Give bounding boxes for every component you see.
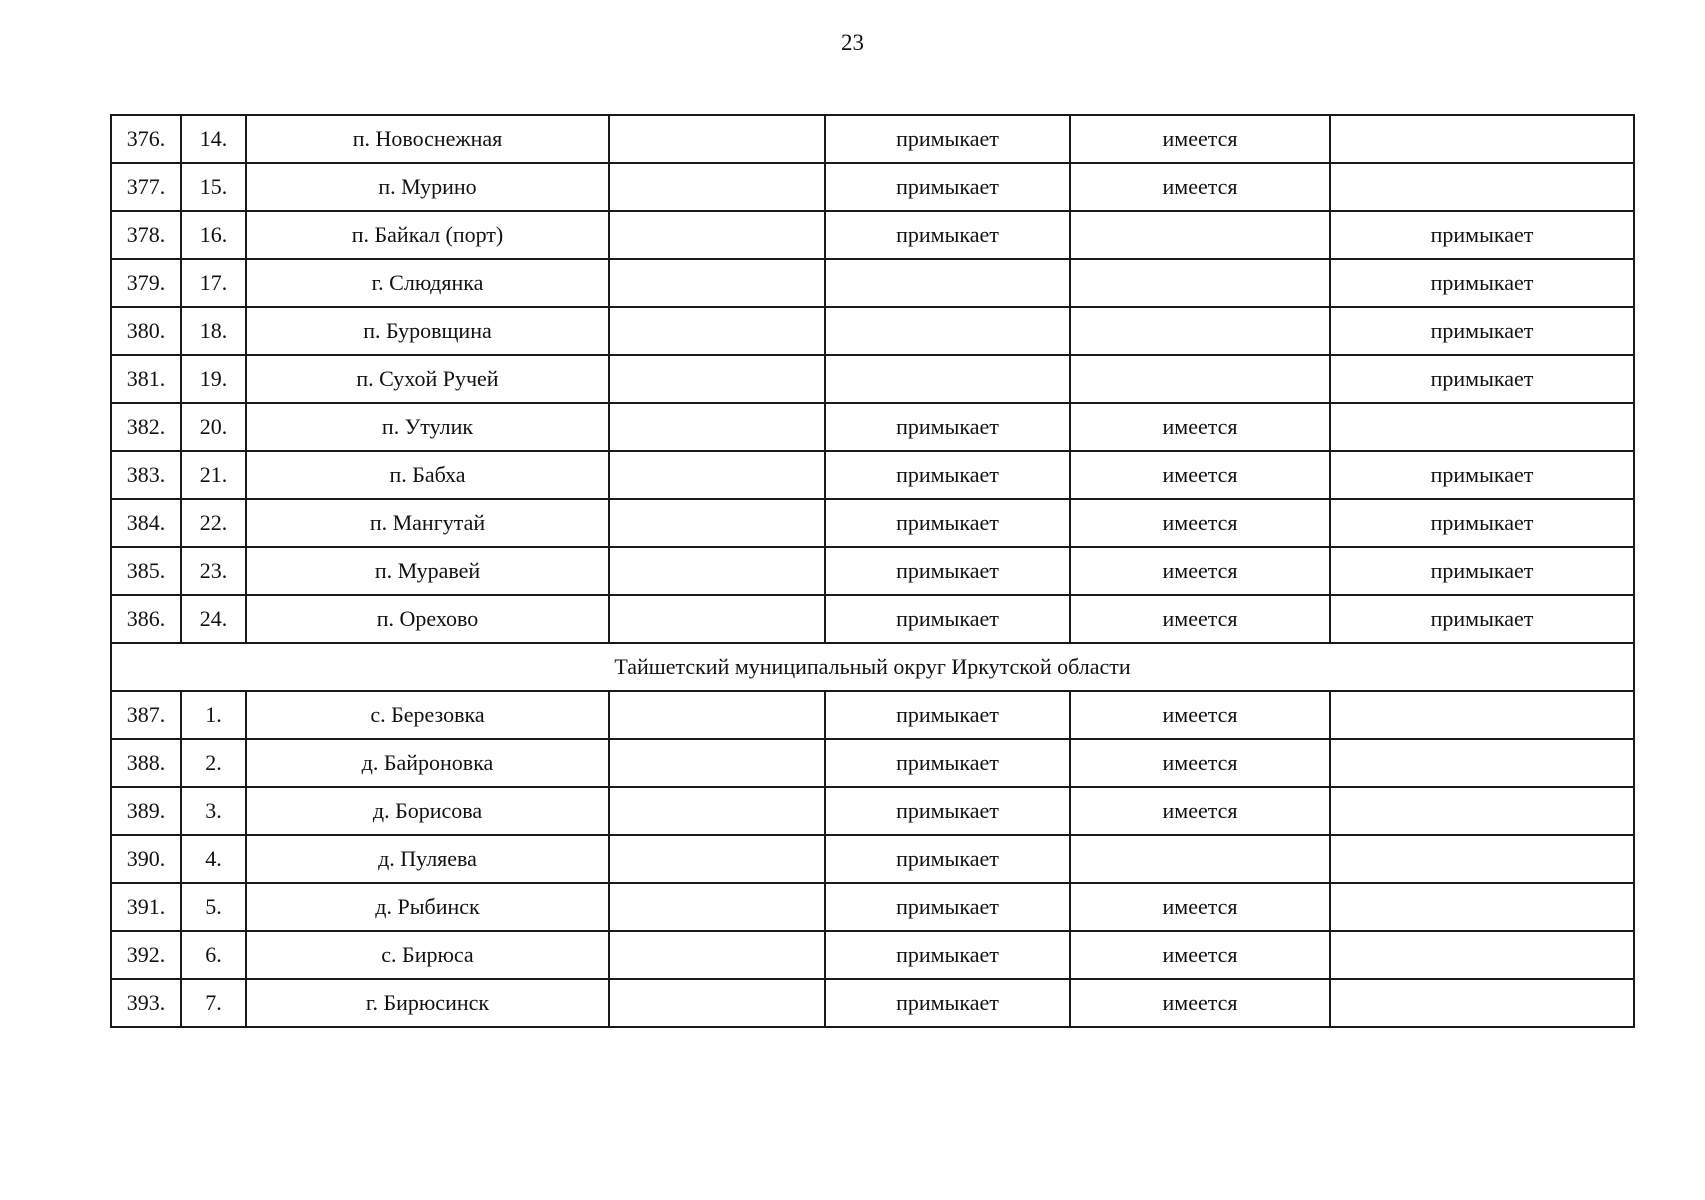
sub-number-cell: 23. [181,547,246,595]
column-6-cell [1070,835,1330,883]
settlement-name-cell: д. Рыбинск [246,883,609,931]
table-row [111,931,1634,979]
column-7-cell: примыкает [1330,211,1634,259]
settlement-name-cell: п. Мурино [246,163,609,211]
column-4-cell [609,499,825,547]
table-row [111,355,1634,403]
sub-number-cell: 19. [181,355,246,403]
column-4-cell [609,547,825,595]
row-number-cell: 383. [111,451,181,499]
column-6-cell: имеется [1070,931,1330,979]
column-4-cell [609,355,825,403]
table-row [111,691,1634,739]
column-4-cell [609,451,825,499]
column-7-cell [1330,883,1634,931]
sub-number-cell: 3. [181,787,246,835]
column-7-cell: примыкает [1330,259,1634,307]
column-4-cell [609,691,825,739]
page-number: 23 [841,30,864,55]
row-number-cell: 384. [111,499,181,547]
row-number-cell: 377. [111,163,181,211]
settlement-name-cell: д. Байроновка [246,739,609,787]
column-5-cell: примыкает [825,787,1070,835]
settlement-name-cell: п. Орехово [246,595,609,643]
settlements-table [110,114,1635,1028]
settlement-name-cell: п. Муравей [246,547,609,595]
settlement-name-cell: п. Байкал (порт) [246,211,609,259]
column-6-cell [1070,355,1330,403]
column-4-cell [609,787,825,835]
column-5-cell: примыкает [825,883,1070,931]
column-6-cell: имеется [1070,451,1330,499]
sub-number-cell: 20. [181,403,246,451]
row-number-cell: 378. [111,211,181,259]
column-7-cell: примыкает [1330,595,1634,643]
row-number-cell: 388. [111,739,181,787]
sub-number-cell: 15. [181,163,246,211]
column-6-cell: имеется [1070,739,1330,787]
section-title: Тайшетский муниципальный округ Иркутской области [111,643,1634,691]
column-4-cell [609,259,825,307]
column-7-cell: примыкает [1330,307,1634,355]
table-row [111,163,1634,211]
row-number-cell: 391. [111,883,181,931]
column-7-cell: примыкает [1330,355,1634,403]
row-number-cell: 385. [111,547,181,595]
column-6-cell [1070,307,1330,355]
column-6-cell [1070,259,1330,307]
sub-number-cell: 2. [181,739,246,787]
column-5-cell: примыкает [825,979,1070,1027]
column-4-cell [609,211,825,259]
column-7-cell [1330,739,1634,787]
settlement-name-cell: п. Утулик [246,403,609,451]
column-7-cell [1330,787,1634,835]
column-6-cell: имеется [1070,595,1330,643]
sub-number-cell: 18. [181,307,246,355]
column-6-cell: имеется [1070,787,1330,835]
row-number-cell: 386. [111,595,181,643]
table-row [111,547,1634,595]
table-row [111,211,1634,259]
row-number-cell: 380. [111,307,181,355]
table-row [111,451,1634,499]
column-4-cell [609,739,825,787]
row-number-cell: 392. [111,931,181,979]
column-4-cell [609,163,825,211]
table-row [111,259,1634,307]
table-row [111,115,1634,163]
settlement-name-cell: п. Буровщина [246,307,609,355]
column-5-cell: примыкает [825,451,1070,499]
row-number-cell: 381. [111,355,181,403]
column-6-cell: имеется [1070,499,1330,547]
column-4-cell [609,931,825,979]
sub-number-cell: 17. [181,259,246,307]
column-7-cell: примыкает [1330,499,1634,547]
column-7-cell [1330,931,1634,979]
settlement-name-cell: д. Борисова [246,787,609,835]
sub-number-cell: 16. [181,211,246,259]
row-number-cell: 379. [111,259,181,307]
column-5-cell: примыкает [825,115,1070,163]
table-row [111,403,1634,451]
column-4-cell [609,403,825,451]
column-5-cell [825,307,1070,355]
table-row [111,595,1634,643]
sub-number-cell: 24. [181,595,246,643]
column-4-cell [609,835,825,883]
column-6-cell: имеется [1070,883,1330,931]
column-5-cell: примыкает [825,163,1070,211]
column-5-cell: примыкает [825,691,1070,739]
table-row [111,835,1634,883]
column-7-cell [1330,691,1634,739]
sub-number-cell: 14. [181,115,246,163]
row-number-cell: 387. [111,691,181,739]
column-5-cell [825,259,1070,307]
settlement-name-cell: п. Сухой Ручей [246,355,609,403]
section-header-row [111,643,1634,691]
column-5-cell: примыкает [825,739,1070,787]
table-row [111,883,1634,931]
column-7-cell [1330,835,1634,883]
column-5-cell: примыкает [825,595,1070,643]
table-row [111,979,1634,1027]
column-7-cell: примыкает [1330,547,1634,595]
table-row [111,499,1634,547]
row-number-cell: 389. [111,787,181,835]
column-5-cell: примыкает [825,211,1070,259]
row-number-cell: 393. [111,979,181,1027]
column-4-cell [609,307,825,355]
settlement-name-cell: с. Березовка [246,691,609,739]
column-6-cell: имеется [1070,979,1330,1027]
sub-number-cell: 4. [181,835,246,883]
column-5-cell [825,355,1070,403]
settlement-name-cell: п. Новоснежная [246,115,609,163]
column-6-cell: имеется [1070,547,1330,595]
sub-number-cell: 22. [181,499,246,547]
column-6-cell: имеется [1070,163,1330,211]
settlement-name-cell: п. Мангутай [246,499,609,547]
sub-number-cell: 1. [181,691,246,739]
sub-number-cell: 6. [181,931,246,979]
column-7-cell [1330,979,1634,1027]
column-6-cell: имеется [1070,403,1330,451]
column-5-cell: примыкает [825,547,1070,595]
column-6-cell: имеется [1070,115,1330,163]
column-4-cell [609,115,825,163]
column-6-cell [1070,211,1330,259]
settlement-name-cell: п. Бабха [246,451,609,499]
sub-number-cell: 21. [181,451,246,499]
table-body [111,115,1634,1027]
row-number-cell: 390. [111,835,181,883]
row-number-cell: 376. [111,115,181,163]
column-5-cell: примыкает [825,931,1070,979]
sub-number-cell: 7. [181,979,246,1027]
column-5-cell: примыкает [825,835,1070,883]
settlement-name-cell: г. Слюдянка [246,259,609,307]
settlement-name-cell: с. Бирюса [246,931,609,979]
column-4-cell [609,883,825,931]
column-5-cell: примыкает [825,403,1070,451]
sub-number-cell: 5. [181,883,246,931]
column-4-cell [609,595,825,643]
column-5-cell: примыкает [825,499,1070,547]
settlement-name-cell: д. Пуляева [246,835,609,883]
column-7-cell: примыкает [1330,451,1634,499]
column-7-cell [1330,163,1634,211]
table-row [111,787,1634,835]
column-6-cell: имеется [1070,691,1330,739]
row-number-cell: 382. [111,403,181,451]
column-7-cell [1330,403,1634,451]
table-row [111,307,1634,355]
table-row [111,739,1634,787]
column-4-cell [609,979,825,1027]
settlement-name-cell: г. Бирюсинск [246,979,609,1027]
column-7-cell [1330,115,1634,163]
